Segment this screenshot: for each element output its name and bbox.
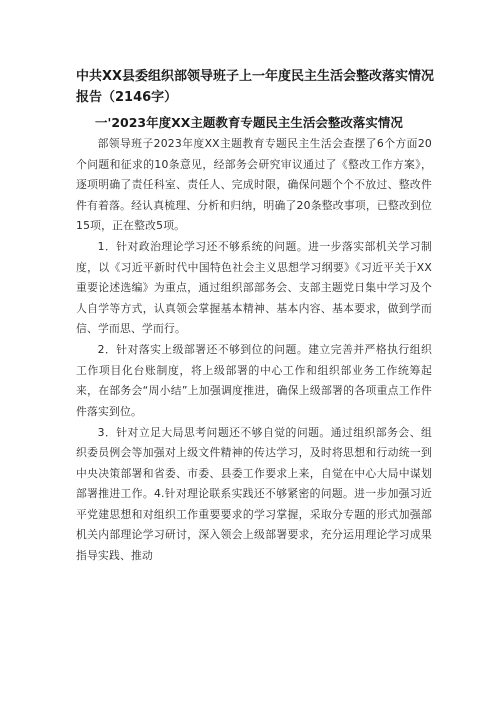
paragraph-item-1: 1．针对政治理论学习还不够系统的问题。进一步落实部机关学习制度，以《习近平新时代中国特色社会主义思想学习纲要》《习近平关于XX重要论述选编》为重点，通过组织部部务会、支部主题党日集中学习及个人自学等方式，认真领会掌握基本精神、基本内容、基本要求，做到学而信、学而思、学而行。 — [76, 240, 432, 335]
paragraph-intro: 部领导班子2023年度XX主题教育专题民主生活会查摆了6个方面20个问题和征求的10条意见，经部务会研究审议通过了《整改工作方案》，逐项明确了责任科室、责任人、完成时限，确保问题个个不放过、整改件件有着落。经认真梳理、分析和归纳，明确了20条整改事项，已整改到位15项，正在整改5项。 — [76, 137, 432, 232]
paragraph-item-2: 2．针对落实上级部署还不够到位的问题。建立完善并严格执行组织工作项目化台账制度，将上级部署的中心工作和组织部业务工作统筹起来，在部务会“周小结”上加强调度推进，确保上级部署的各项重点工作件件落实到位。 — [76, 343, 432, 418]
paragraph-item-3: 3．针对立足大局思考问题还不够自觉的问题。通过组织部务会、组织委员例会等加强对上级文件精神的传达学习，及时将思想和行动统一到中央决策部署和省委、市委、县委工作要求上来，自觉在中心大局中谋划部署推进工作。4.针对理论联系实践还不够紧密的问题。进一步加强习近平党建思想和对组织工作重要要求的学习掌握，采取分专题的形式加强部机关内部理论学习研讨，深入领会上级部署要求，充分运用理论学习成果指导实践、推动 — [76, 425, 432, 562]
section-heading: 一'2023年度XX主题教育专题民主生活会整改落实情况 — [95, 115, 403, 130]
document-body — [76, 134, 432, 567]
document-title: 中共XX县委组织部领导班子上一年度民主生活会整改落实情况报告（2146字） — [76, 69, 435, 105]
